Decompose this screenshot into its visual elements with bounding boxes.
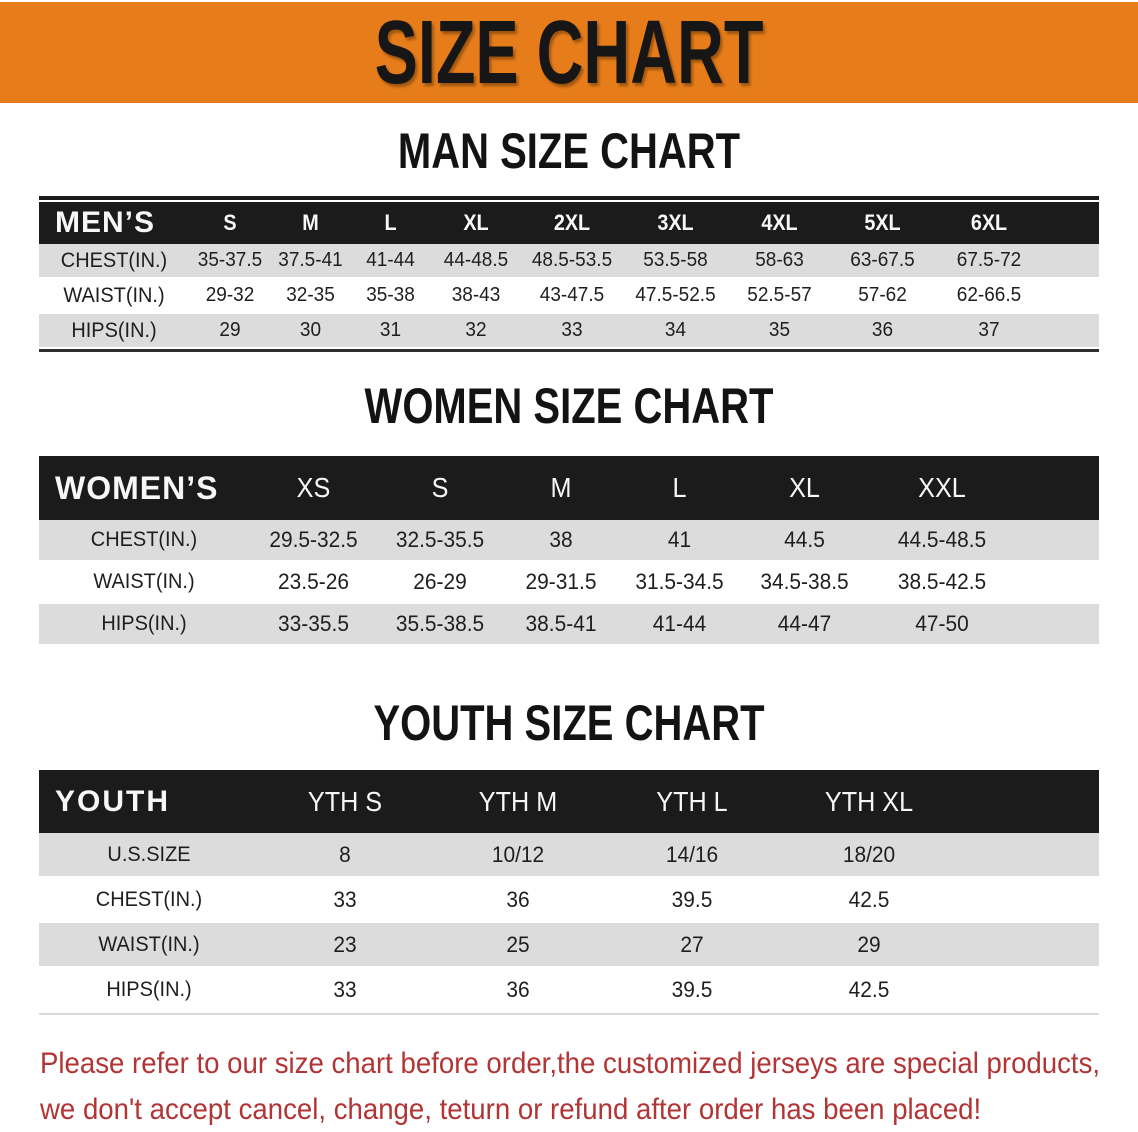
table-row [39,833,1099,878]
table-row [39,520,1099,562]
size-value-cell: 37.5-41 [278,249,343,271]
size-value-cell: 47.5-52.5 [635,284,716,306]
size-value-cell: 30 [299,319,322,341]
size-column-header: S [223,210,237,235]
size-column-header: M [550,472,572,503]
size-value-cell: 32-35 [286,284,335,306]
size-value-cell: 41 [667,527,692,552]
size-column-header: L [672,472,687,503]
women-size-heading: WOMEN SIZE CHART [364,378,774,434]
banner-title: SIZE CHART [374,2,764,103]
size-value-cell: 10/12 [491,841,545,867]
men-size-section [0,123,1138,352]
size-column-header: XS [296,472,331,503]
table-row [39,562,1099,604]
size-value-cell: 33 [333,886,357,912]
size-value-cell: 36 [506,976,530,1002]
size-value-cell: 44.5-48.5 [897,527,987,552]
size-value-cell: 31 [379,319,402,341]
size-value-cell: 25 [506,931,530,957]
row-label: HIPS(IN.) [71,318,157,342]
row-label: HIPS(IN.) [101,612,187,635]
size-value-cell: 29 [857,931,881,957]
size-value-cell: 62-66.5 [956,284,1022,306]
size-column-header: 2XL [553,210,591,235]
men-size-heading: MAN SIZE CHART [397,123,741,179]
youth-group-label: YOUTH [55,784,170,818]
size-value-cell: 43-47.5 [539,284,605,306]
women-size-section [0,378,1138,646]
size-value-cell: 29-31.5 [525,569,597,594]
size-column-header: L [384,210,397,235]
size-value-cell: 37 [978,319,1000,341]
size-value-cell: 32.5-35.5 [395,527,485,552]
size-value-cell: 33 [561,319,583,341]
size-value-cell: 48.5-53.5 [531,249,613,271]
table-row [39,279,1099,314]
size-value-cell: 42.5 [848,886,890,912]
size-value-cell: 41-44 [366,249,415,271]
size-value-cell: 58-63 [755,249,804,271]
size-value-cell: 23.5-26 [278,569,349,594]
size-value-cell: 63-67.5 [850,249,915,271]
banner [0,2,1138,103]
size-value-cell: 67.5-72 [956,249,1022,271]
table-row [39,604,1099,646]
men-group-label: MEN’S [55,206,156,239]
size-column-header: YTH L [656,785,728,817]
size-value-cell: 44-47 [777,611,832,636]
notice-line-1: Please refer to our size chart before order,the customized jerseys are special products, [40,1047,1101,1080]
size-value-cell: 47-50 [915,611,969,636]
size-value-cell: 42.5 [848,976,890,1002]
row-label: WAIST(IN.) [63,283,165,307]
row-label: CHEST(IN.) [95,887,203,911]
size-value-cell: 41-44 [652,611,707,636]
size-value-cell: 33-35.5 [278,611,349,636]
size-value-cell: 53.5-58 [643,249,708,271]
size-value-cell: 36 [871,319,894,341]
women-group-label: WOMEN’S [55,469,219,506]
footer-notice [40,1041,1138,1132]
size-value-cell: 57-62 [858,284,907,306]
size-value-cell: 26-29 [413,569,467,594]
size-value-cell: 29.5-32.5 [269,527,358,552]
notice-line-2: we don't accept cancel, change, teturn or refund after order has been placed! [40,1093,982,1126]
table-row [39,878,1099,923]
size-value-cell: 29-32 [205,284,255,306]
size-value-cell: 44-48.5 [443,249,509,271]
size-value-cell: 38.5-41 [525,611,597,636]
size-value-cell: 36 [506,886,530,912]
table-header-row [39,770,1099,833]
size-value-cell: 35.5-38.5 [395,611,485,636]
size-value-cell: 35-37.5 [197,249,263,271]
size-chart-sections [0,123,1138,1015]
row-label: HIPS(IN.) [106,977,192,1001]
size-value-cell: 35-38 [366,284,415,306]
table-row [39,244,1099,279]
row-label: U.S.SIZE [107,842,191,866]
size-value-cell: 44.5 [784,527,825,552]
size-value-cell: 38.5-42.5 [897,569,987,594]
size-column-header: XL [463,210,489,235]
size-value-cell: 39.5 [671,976,713,1002]
table-row [39,968,1099,1013]
size-value-cell: 34 [664,319,687,341]
size-value-cell: 27 [680,931,704,957]
size-value-cell: 39.5 [671,886,713,912]
size-value-cell: 18/20 [842,841,896,867]
women-size-table [39,456,1099,646]
size-value-cell: 23 [333,931,357,957]
size-value-cell: 32 [465,319,487,341]
table-row [39,314,1099,349]
row-label: CHEST(IN.) [60,248,168,272]
size-column-header: 4XL [761,210,798,235]
size-value-cell: 52.5-57 [747,284,812,306]
size-value-cell: 38 [549,527,573,552]
table-top-rule [39,196,1099,200]
size-column-header: XL [789,472,820,503]
size-value-cell: 29 [219,319,241,341]
size-chart-page [0,2,1138,1132]
size-column-header: YTH M [478,785,558,817]
size-column-header: XXL [918,472,966,503]
size-value-cell: 33 [333,976,357,1002]
table-header-row [39,456,1099,520]
size-column-header: S [431,472,449,503]
size-value-cell: 31.5-34.5 [635,569,724,594]
size-column-header: 3XL [657,210,694,235]
size-column-header: 5XL [864,210,901,235]
row-label: WAIST(IN.) [98,932,200,956]
size-value-cell: 34.5-38.5 [760,569,849,594]
youth-size-heading: YOUTH SIZE CHART [373,695,765,751]
table-header-row [39,202,1099,244]
row-label: CHEST(IN.) [90,528,198,551]
size-column-header: YTH S [307,785,383,817]
table-row [39,923,1099,968]
row-label: WAIST(IN.) [93,570,195,593]
youth-size-section [0,695,1138,1015]
size-column-header: YTH XL [824,785,914,817]
size-value-cell: 14/16 [665,841,719,867]
size-column-header: 6XL [970,210,1008,235]
men-size-table [39,196,1099,352]
youth-size-table [39,770,1099,1015]
size-column-header: M [302,210,319,235]
size-value-cell: 8 [339,841,351,867]
size-value-cell: 35 [768,319,791,341]
size-value-cell: 38-43 [451,284,501,306]
